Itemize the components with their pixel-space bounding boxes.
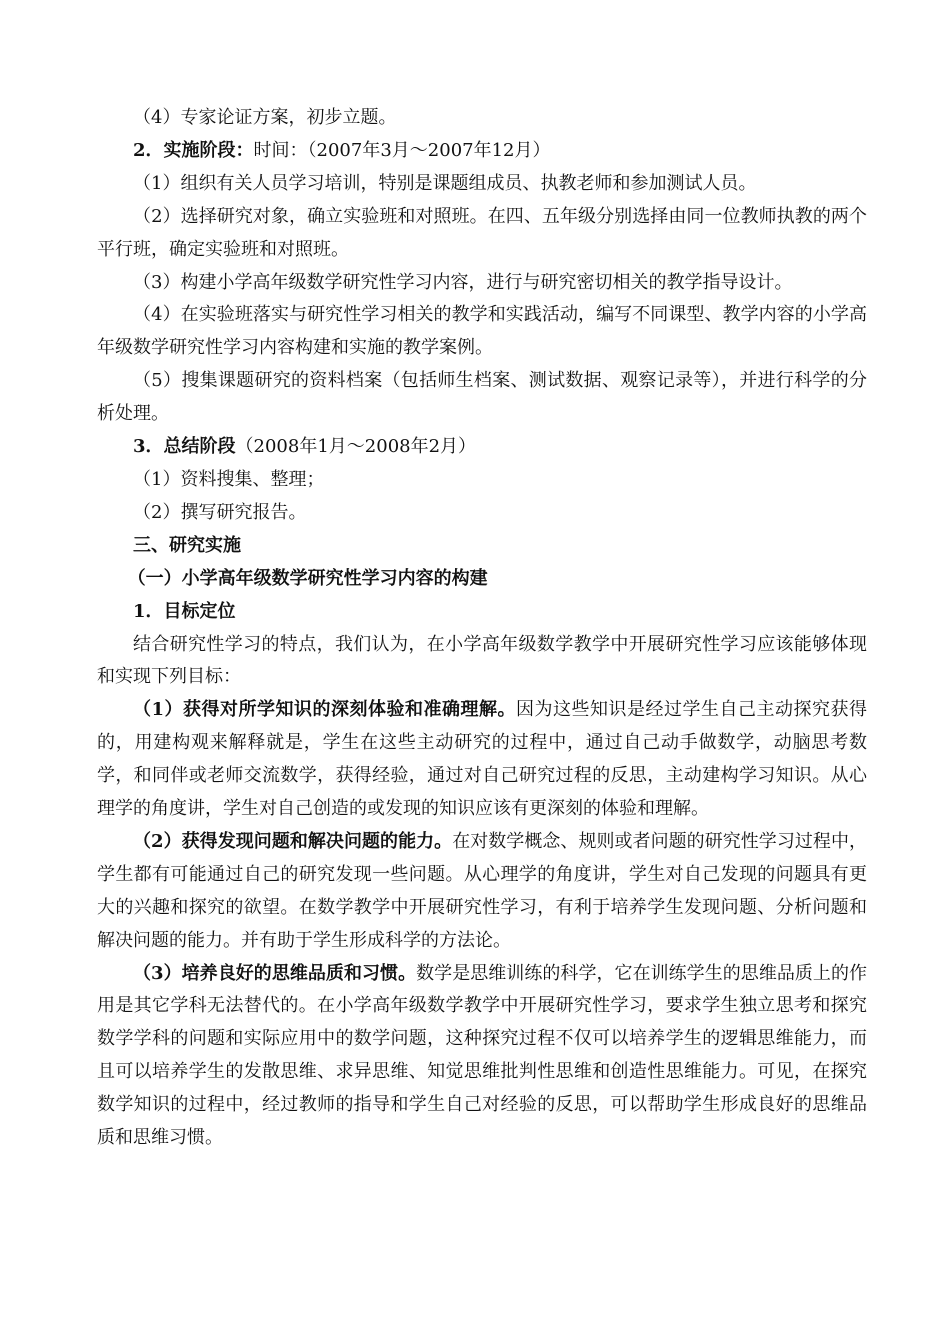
- paragraph-goal-3: [97, 958, 867, 1155]
- section-lead: 3．总结阶段: [133, 436, 236, 458]
- paragraph-goal-intro: [97, 629, 867, 695]
- paragraph-text: （3）构建小学高年级数学研究性学习内容，进行与研究密切相关的教学指导设计。: [133, 271, 793, 293]
- paragraph-stage-2-item-3: [97, 267, 867, 300]
- paragraph-stage-3-item-2: [97, 497, 867, 530]
- heading-text: （一）小学高年级数学研究性学习内容的构建: [127, 567, 488, 589]
- paragraph-stage-2-item-4: [97, 299, 867, 365]
- subsection-heading-goal-positioning: [97, 596, 867, 629]
- paragraph-text: （1）组织有关人员学习培训，特别是课题组成员、执教老师和参加测试人员。: [133, 172, 757, 194]
- subsection-heading-content-construction: [97, 563, 867, 596]
- paragraph-stage-3-item-1: [97, 464, 867, 497]
- heading-text: 三、研究实施: [133, 534, 241, 556]
- paragraph-summary-stage: [97, 431, 867, 464]
- paragraph-text: （2008年1月～2008年2月）: [235, 436, 477, 458]
- paragraph-stage-2-item-1: [97, 168, 867, 201]
- paragraph-text: （4）专家论证方案，初步立题。: [133, 107, 397, 128]
- section-heading-research-implementation: [97, 530, 867, 563]
- paragraph-text: （5）搜集课题研究的资料档案（包括师生档案、测试数据、观察记录等），并进行科学的分析处理。: [97, 370, 867, 425]
- goal-lead: （3）培养良好的思维品质和习惯。: [133, 962, 417, 984]
- paragraph-stage-1-item-4: [97, 102, 867, 135]
- goal-lead: （1）获得对所学知识的深刻体验和准确理解。: [133, 699, 517, 721]
- paragraph-text: （4）在实验班落实与研究性学习相关的教学和实践活动，编写不同课型、教学内容的小学高年级数学研究性学习内容构建和实施的教学案例。: [97, 304, 867, 359]
- paragraph-text: （1）资料搜集、整理；: [133, 468, 325, 490]
- paragraph-text: （2）选择研究对象，确立实验班和对照班。在四、五年级分别选择由同一位教师执教的两个平行班，确定实验班和对照班。: [97, 205, 867, 260]
- paragraph-text: 时间：（2007年3月～2007年12月）: [253, 139, 551, 161]
- paragraph-text: 在对数学概念、规则或者问题的研究性学习过程中，学生都有可能通过自己的研究发现一些问题。从心理学的角度讲，学生对自己发现的问题具有更大的兴趣和探究的欲望。在数学教学中开展研究性学习，有利于培养学生发现问题、分析问题和解决问题的能力。并有助于学生形成科学的方法论。: [97, 830, 867, 951]
- document-page: [97, 102, 867, 1155]
- paragraph-text: （2）撰写研究报告。: [133, 501, 307, 523]
- paragraph-goal-1: [97, 694, 867, 826]
- paragraph-goal-2: [97, 826, 867, 958]
- paragraph-text: 因为这些知识是经过学生自己主动探究获得的，用建构观来解释就是，学生在这些主动研究的过程中，通过自己动手做数学，动脑思考数学，和同伴或老师交流数学，获得经验，通过对自己研究过程的反思，主动建构学习知识。从心理学的角度讲，学生对自己创造的或发现的知识应该有更深刻的体验和理解。: [97, 699, 867, 820]
- heading-text: 1．目标定位: [133, 600, 236, 622]
- paragraph-text: 数学是思维训练的科学，它在训练学生的思维品质上的作用是其它学科无法替代的。在小学高年级数学教学中开展研究性学习，要求学生独立思考和探究数学学科的问题和实际应用中的数学问题，这种探究过程不仅可以培养学生的逻辑思维能力，而且可以培养学生的发散思维、求异思维、知觉思维批判性思维和创造性思维能力。可见，在探究数学知识的过程中，经过教师的指导和学生自己对经验的反思，可以帮助学生形成良好的思维品质和思维习惯。: [97, 962, 868, 1149]
- paragraph-stage-2-item-5: [97, 365, 867, 431]
- paragraph-text: 结合研究性学习的特点，我们认为，在小学高年级数学教学中开展研究性学习应该能够体现和实现下列目标：: [97, 633, 867, 688]
- paragraph-stage-2-item-2: [97, 201, 867, 267]
- goal-lead: （2）获得发现问题和解决问题的能力。: [133, 830, 453, 852]
- section-lead: 2．实施阶段：: [133, 139, 254, 161]
- paragraph-implementation-stage: [97, 135, 867, 168]
